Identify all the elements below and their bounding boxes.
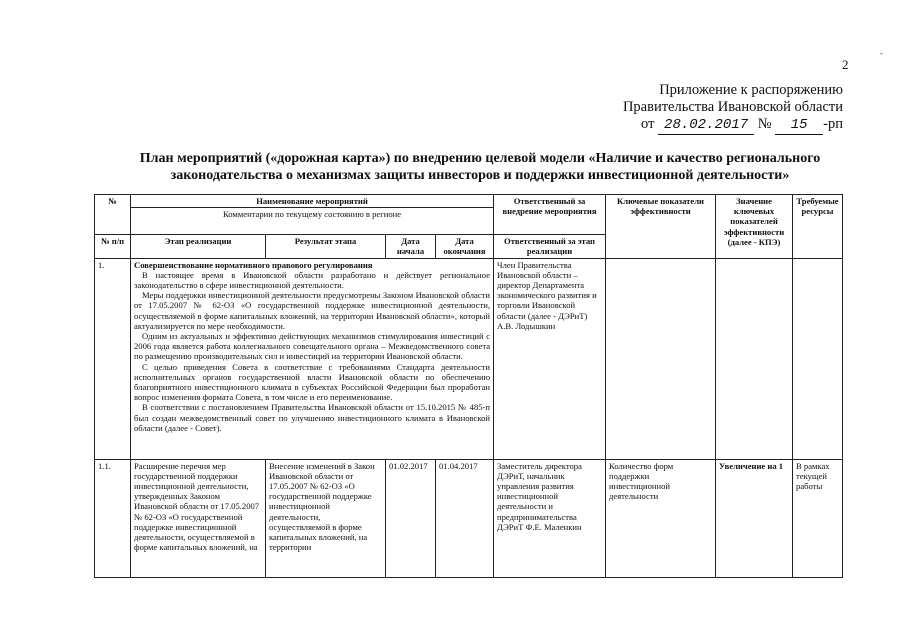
header-comments: Комментарии по текущему состоянию в регионе <box>131 208 494 235</box>
row2-stage: Расширение перечня мер государственной поддержки инвестиционной деятельности, утвержденных Законом Ивановской области от 17.05.2007 № 62-ОЗ «О государственной поддержке инвестиционной деятельности, осуществляемой в форме капитальных вложений, на <box>131 459 266 577</box>
appendix-line1: Приложение к распоряжению <box>659 82 843 98</box>
row1-comment-2: Меры поддержки инвестиционной деятельности предусмотрены Законом Ивановской области от 17.05.2007 № 62-ОЗ «О государственной поддержке инвестиционной деятельности, осуществляемой в форме капитальных вложений, на территории Ивановской области», который актуализируется по мере необходимости. <box>134 290 491 331</box>
appendix-number: 15 <box>775 117 823 135</box>
row2-resources: В рамках текущей работы <box>793 459 843 577</box>
corner-mark: - <box>880 48 883 58</box>
header-name: Наименование мероприятий <box>131 195 494 208</box>
row2-num: 1.1. <box>95 459 131 577</box>
row1-responsible-2: А.В. Лодышкин <box>497 320 556 331</box>
row1-name: Совершенствование нормативного правового регулирования <box>134 259 373 270</box>
appendix-num-sign: № <box>757 116 772 132</box>
title-line1: План мероприятий («дорожная карта») по внедрению целевой модели «Наличие и качество регионального <box>139 151 821 166</box>
appendix-date: 28.02.2017 <box>658 117 754 135</box>
row1-num: 1. <box>95 258 131 459</box>
row1-resources <box>793 258 843 459</box>
row2-start: 01.02.2017 <box>386 459 436 577</box>
header-num-pp: № п/п <box>95 235 131 258</box>
row1-comment-5: В соответствии с постановлением Правительства Ивановской области от 15.10.2015 № 485-п был создан межведомственный совет по улучшению инвестиционного климата в Ивановской области (далее - Совет). <box>134 402 491 433</box>
header-kpi: Ключевые показатели эффективности <box>606 195 716 259</box>
row2-kpi-value: Увеличение на 1 <box>716 459 793 577</box>
appendix-block <box>623 82 843 135</box>
table-row-1 <box>95 258 843 459</box>
roadmap-table <box>94 194 843 578</box>
row2-kpi: Количество форм поддержки инвестиционной деятельности <box>606 459 716 577</box>
header-start: Дата начала <box>386 235 436 258</box>
appendix-date-line <box>623 116 843 135</box>
header-responsible: Ответственный за внедрение мероприятия <box>494 195 606 235</box>
header-resources: Требуемые ресурсы <box>793 195 843 259</box>
page-number: 2 <box>842 57 849 72</box>
table-row-2 <box>95 459 843 577</box>
header-end: Дата окончания <box>436 235 494 258</box>
row1-comment-4: С целью приведения Совета в соответствие с требованиями Стандарта деятельности исполнительных органов государственной власти Ивановской области по обеспечению благоприятного инвестиционного климата в субъектах Российской Федерации был проработан вопрос изменения формата Совета, в том числе и его переименование. <box>134 361 491 403</box>
row1-responsible <box>494 258 606 459</box>
row1-kpi-value <box>716 258 793 459</box>
header-result: Результат этапа <box>266 235 386 258</box>
row1-comment-1: В настоящее время в Ивановской области разработано и действует региональное законодательство в сфере инвестиционной деятельности. <box>134 269 491 291</box>
appendix-line2: Правительства Ивановской области <box>622 99 843 115</box>
header-kpi-value: Значение ключевых показателей эффективности (далее - КПЭ) <box>716 195 793 259</box>
row1-kpi <box>606 258 716 459</box>
title-line2: законодательства о механизмах защиты инвесторов и поддержки инвестиционной деятельности» <box>170 168 790 183</box>
header-num: № <box>95 195 131 235</box>
appendix-prefix: от <box>641 116 655 132</box>
header-row-1 <box>95 195 843 208</box>
header-stage: Этап реализации <box>131 235 266 258</box>
document-title <box>70 150 890 184</box>
row1-comment-3: Одним из актуальных и эффективно действующих механизмов стимулирования инвестиций с 2006 года является работа коллегиального совещательного органа – Межведомственного совета по размещению производительных сил и инвестиций на территории Ивановской области. <box>134 331 491 362</box>
row2-result: Внесение изменений в Закон Ивановской области от 17.05.2007 № 62-ОЗ «О государственной поддержке инвестиционной деятельности, осуществляемой в форме капитальных вложений, на территории <box>266 459 386 577</box>
appendix-suffix: -рп <box>823 116 843 132</box>
row2-end: 01.04.2017 <box>436 459 494 577</box>
row2-responsible: Заместитель директора ДЭРиТ, начальник управления развития инвестиционной деятельности и предпринимательства ДЭРиТ Ф.Е. Маленкин <box>494 459 606 577</box>
header-responsible-stage: Ответственный за этап реализации <box>494 235 606 258</box>
row1-responsible-1: Член Правительства Ивановской области – директор Департамента экономического развития и торговли Ивановской области (далее - ДЭРиТ) <box>497 259 597 321</box>
row1-name-cell <box>131 258 494 459</box>
